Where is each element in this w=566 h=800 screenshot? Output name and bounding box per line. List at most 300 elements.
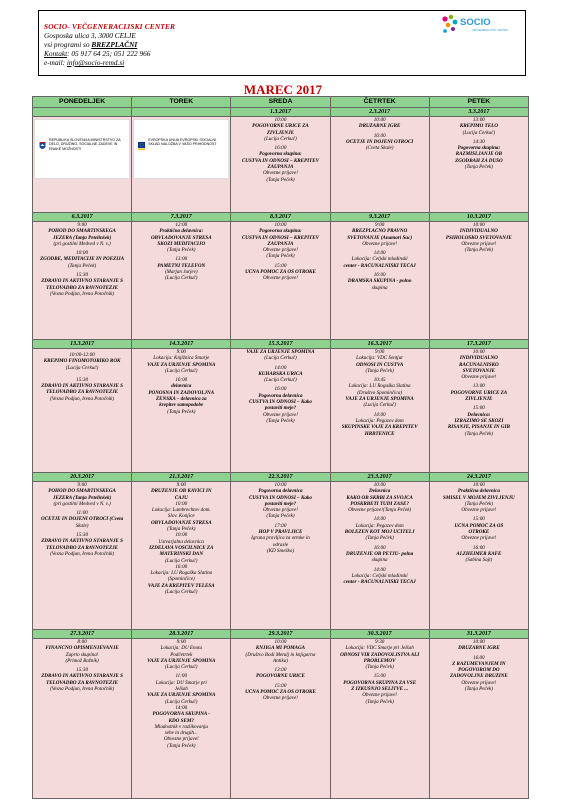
- event-title: KAKO OB SKRBI ZA SVOJCA: [346, 494, 413, 501]
- date-cell: 23.3.2017: [330, 473, 429, 482]
- email-link[interactable]: info@socio-remd.si: [66, 58, 125, 67]
- event-detail: 9:00: [374, 222, 385, 228]
- event-detail: 10:00: [472, 482, 485, 488]
- date-row: [33, 213, 529, 222]
- event-detail: 16:00: [175, 377, 188, 384]
- event-title: VAJE ZA KREPITEV TELESA: [147, 582, 215, 589]
- event-title: POHOD DO ŠMARTINSKEGA: [48, 228, 116, 235]
- event-title: INDIVIDUALNO: [459, 355, 498, 362]
- event-detail: (Sabina Sajt): [465, 557, 493, 564]
- event-detail: (Tanja Peček): [266, 253, 295, 260]
- event-title: ŽENSKA – delavnica za: [156, 396, 207, 403]
- event-detail: (Tanja Peček): [67, 262, 97, 269]
- event-detail: Lokacija: DU Enota: [160, 645, 203, 652]
- event-title: PAMETNI TELEFON: [157, 262, 206, 269]
- event-detail: (Tanja Peček): [266, 417, 295, 424]
- date-cell: 14.3.2017: [132, 340, 231, 349]
- event-detail: (pri gostilni Medved v N. v.): [53, 500, 111, 507]
- event-title: PROBLEMOV: [363, 657, 396, 664]
- event-title: Praktična delavnica: [457, 488, 500, 495]
- event-detail: (Lucija Čerkuč): [165, 664, 198, 671]
- logo-caption: REPUBLIKA SLOVENIJA MINISTRSTVO ZA DELO, DRUŽINO, SOCIALNE ZADEVE IN ENAKE MOŽNOSTI: [49, 138, 121, 151]
- date-cell: 21.3.2017: [132, 473, 231, 482]
- event-detail: 15:30: [76, 667, 89, 674]
- day-cell: [330, 117, 429, 213]
- event-title: Delavnica:: [467, 411, 491, 418]
- event-detail: (Tanja Peček): [464, 686, 493, 693]
- day-cell: [429, 349, 528, 473]
- event-detail: (Cveta Skale): [365, 145, 394, 152]
- event-detail: Lokacija: DU Šmarje pri: [155, 679, 207, 686]
- weekday-header-row: [33, 97, 529, 108]
- event-title: IZDELAVA VOŠČILNICE ZA: [149, 544, 214, 551]
- event-detail: Lokacija: Celjski mladinski: [351, 572, 408, 579]
- event-detail: 9:30: [374, 639, 385, 645]
- weekday-header: ČETRTEK: [330, 97, 429, 108]
- event-title: ZDRAVO IN AKTIVNO STARANJE S: [41, 383, 123, 390]
- date-cell: 7.3.2017: [132, 213, 231, 222]
- event-detail: Obvezne prijave!: [263, 170, 298, 177]
- event-title: ALZHEIMER KAFE: [456, 550, 502, 557]
- event-title: VAJE ZA URJENJE SPOMINA: [147, 692, 216, 699]
- day-cell: [330, 482, 429, 630]
- event-title: UČNA POMOČ ZA OŠ: [454, 522, 504, 529]
- event-detail: 16:00: [373, 132, 386, 139]
- day-cell: [33, 482, 132, 630]
- event-detail: (Lucija Čerkuč): [165, 698, 198, 705]
- event-title: Pogovorna skupina:: [259, 151, 302, 158]
- center-address: Gosposka ulica 3, 3000 CELJE: [44, 31, 136, 40]
- day-cell: [429, 482, 528, 630]
- event-detail: 14:00: [274, 364, 287, 371]
- event-detail: Ustvarjalna delavnica: [158, 538, 204, 545]
- event-detail: (Tanja Peček): [167, 742, 196, 749]
- event-detail: odrasle: [272, 541, 289, 548]
- event-detail: Antika): [272, 657, 288, 664]
- event-title: DRUŽENJE OB KAVICI IN: [150, 488, 212, 495]
- event-detail: Zaprto skupina!: [65, 651, 99, 658]
- event-title: center - RAČUNALNIŠKI TEČAJ: [343, 262, 416, 269]
- event-title: ŽIVLJENJE: [266, 129, 295, 136]
- weekday-header: PONEDELJEK: [33, 97, 132, 108]
- event-detail: Obvezne prijave!: [263, 247, 298, 254]
- event-detail: 16:00: [274, 386, 287, 393]
- event-title: postaviti meje?: [264, 405, 297, 412]
- event-title: Delavnica: [369, 488, 391, 495]
- event-title: ZAUPANJA: [267, 164, 294, 171]
- event-title: RAČUNALNIŠKO: [459, 361, 499, 368]
- eu-logo: [133, 119, 229, 179]
- event-detail: Obvezne prijave!: [263, 411, 298, 418]
- event-title: ODNOSI IN ČUSTVA: [356, 361, 404, 368]
- date-cell: [33, 108, 132, 117]
- event-detail: (Tanja Peček): [167, 526, 196, 533]
- event-title: POGOVORNA SKUPINA -: [152, 711, 211, 718]
- event-detail: Obvezne prijave!: [461, 679, 497, 686]
- event-detail: 13:00: [472, 117, 485, 123]
- event-detail: (Lucija Čerkuč): [264, 355, 297, 362]
- event-title: delavnica: [171, 383, 192, 390]
- event-title: ČUSTVA IN ODNOSI – Kako: [248, 494, 312, 501]
- event-detail: 15:00: [373, 673, 386, 680]
- event-detail: Obvezne prijave!(Tanja Peček): [348, 507, 412, 514]
- event-detail: (Tanja Peček): [464, 247, 493, 254]
- day-cell: [33, 349, 132, 473]
- event-detail: 9:00: [374, 349, 385, 355]
- event-detail: (Tanja Peček): [365, 367, 394, 374]
- event-title: ZAUPANJA: [267, 240, 294, 247]
- event-detail: (pri gostilni Medved v N. v.): [53, 240, 111, 247]
- day-cell: [330, 222, 429, 340]
- event-detail: 15:00: [472, 516, 485, 523]
- event-title: OBVLADOVANJE STRESA: [150, 234, 212, 241]
- logo-text: SOCIO: [460, 17, 491, 28]
- event-detail: 15:00: [472, 405, 485, 412]
- event-detail: Jelšah: [174, 686, 188, 693]
- date-row: [33, 340, 529, 349]
- date-cell: 15.3.2017: [231, 340, 330, 349]
- event-title: UČNA POMOČ ZA OŠ OTROKE: [245, 689, 316, 696]
- event-title: Z IZKUŠNJO SELITVE ...: [351, 686, 409, 693]
- event-title: ZDRAVO IN AKTIVNO STARANJE S: [41, 538, 123, 545]
- event-detail: 16:00: [373, 544, 386, 551]
- event-detail: 14:00: [175, 704, 188, 711]
- programs-free: BREZPLAČNI: [91, 40, 138, 49]
- weekday-header: SREDA: [231, 97, 330, 108]
- contact-line: [44, 49, 150, 58]
- event-detail: 15:30: [76, 532, 89, 539]
- event-title: Praktična delavnica:: [159, 228, 204, 235]
- event-title: PSIHOLOŠKO SVETOVANJE: [445, 234, 512, 241]
- event-title: HRBTENICE: [364, 430, 395, 437]
- event-detail: 10:00: [175, 532, 188, 539]
- date-cell: 13.3.2017: [33, 340, 132, 349]
- event-detail: (Tanja Peček): [365, 698, 394, 705]
- event-detail: 13:00: [274, 667, 287, 674]
- event-title: POGOVORNE URICE ZA: [252, 123, 309, 130]
- event-detail: 16.00: [473, 654, 485, 661]
- event-title: Pogovorna delavnica: [258, 488, 303, 495]
- event-detail: Obvezne prijave!: [362, 692, 398, 699]
- event-detail: 14:30: [472, 138, 485, 145]
- event-detail: 15:00: [274, 262, 287, 269]
- event-title: VAJE ZA URJENJE SPOMINA: [246, 349, 315, 355]
- event-detail: Mladostnik v razlikovanju: [154, 723, 208, 730]
- date-cell: 17.3.2017: [429, 340, 528, 349]
- event-title: SMISEL V MOJEM ŽIVLJENJU: [442, 494, 515, 501]
- center-title: SOCIO- VEČGENERACIJSKI CENTER: [44, 22, 176, 31]
- email-label: e-mail:: [44, 58, 67, 67]
- event-title: POGOVORNE URICE: [256, 673, 305, 680]
- event-title: Pogovorna delavnica: [258, 392, 303, 399]
- event-detail: Lokacija: Knjižnica Šmarje: [153, 355, 210, 362]
- event-title: SVETOVANJE (Anamari Šuc): [347, 234, 413, 241]
- event-detail: 12:00: [175, 222, 188, 228]
- programs-prefix: vsi programi so: [44, 40, 92, 49]
- event-title: ČUSTVA IN ODNOSI – KREPITEV: [241, 157, 320, 164]
- event-title: krepitev samopodobe: [159, 402, 204, 409]
- event-detail: Obvezne prijave!: [461, 374, 497, 381]
- event-detail: Slov. Konjice: [167, 513, 195, 520]
- date-cell: 29.3.2017: [231, 630, 330, 639]
- event-detail: (Vesna Podjun, Irena Potočnik): [50, 686, 115, 693]
- event-detail: (Tanja Peček): [167, 247, 196, 254]
- event-detail: 14:00: [373, 250, 386, 257]
- event-detail: 10:00: [274, 639, 287, 645]
- event-title: OTROKE: [468, 529, 490, 536]
- events-row: [33, 222, 529, 340]
- event-detail: Lokacija: Pegazov dom: [355, 522, 404, 529]
- date-cell: 24.3.2017: [429, 473, 528, 482]
- event-detail: 15:00: [274, 682, 287, 689]
- contact-label: Kontakt: [44, 49, 68, 58]
- event-detail: 13:00: [472, 383, 485, 390]
- event-title: HOP V PRAVLJICE: [258, 529, 303, 536]
- event-detail: 13:00: [175, 256, 188, 263]
- event-detail: (Lucija Čerkuč): [165, 367, 198, 374]
- event-detail: 14:00: [373, 516, 386, 523]
- event-title: SVETOVANJE: [462, 367, 496, 374]
- event-detail: 14:00: [373, 566, 386, 573]
- event-title: JEZERA (Tanja Petelinšek): [52, 494, 112, 501]
- event-detail: 8:00: [77, 639, 87, 645]
- date-cell: 8.3.2017: [231, 213, 330, 222]
- event-title: JEZERA (Tanja Petelinšek): [52, 234, 112, 241]
- event-detail: (Tanja Peček): [266, 176, 295, 183]
- event-title: ČUSTVA IN ODNOSI – Kako: [248, 399, 312, 406]
- event-detail: (Društvo Spominčica): [357, 389, 403, 396]
- day-cell: [330, 639, 429, 799]
- date-cell: 31.3.2017: [429, 630, 528, 639]
- event-title: VAJE ZA URJENJE SPOMINA: [147, 657, 216, 664]
- date-cell: 20.3.2017: [33, 473, 132, 482]
- day-cell: [231, 117, 330, 213]
- event-title: POGOVORNE URICE ZA: [450, 389, 508, 396]
- event-title: ČUSTVA IN ODNOSI – KREPITEV: [241, 234, 320, 241]
- event-title: RAZMIŠLJANJE OB: [455, 151, 503, 158]
- events-row: [33, 349, 529, 473]
- event-title: ČAJU: [174, 494, 188, 501]
- event-title: BOLEZEN KOT MOJ UČITELJ: [344, 529, 415, 536]
- event-detail: 16:00: [472, 544, 485, 551]
- event-detail: 15:30: [76, 376, 89, 383]
- event-detail: 10:00: [274, 117, 287, 123]
- event-title: MATERINSKI DAN: [159, 551, 204, 558]
- event-title: ZGODBE, MEDITACIJE IN POEZIJA: [40, 256, 125, 263]
- event-detail: (Lucija Čerkuč): [363, 402, 396, 409]
- event-detail: 9:00: [77, 222, 87, 228]
- event-detail: 10:00-12:00: [69, 352, 95, 358]
- event-detail: 11:00: [175, 673, 188, 680]
- event-title: FINANČNO OPISMENJEVANJE: [45, 645, 119, 652]
- event-detail: 10:00: [472, 349, 485, 355]
- event-detail: Obvezne prijave!: [263, 275, 298, 282]
- event-detail: (Lucija Čerkuč): [65, 364, 99, 371]
- event-detail: (Tanja Peček): [464, 500, 493, 507]
- weekday-header: TOREK: [132, 97, 231, 108]
- event-title: DRUŽABNE IGRE: [458, 645, 500, 652]
- event-title: OČETJE IN DOJENI OTROCI: [346, 138, 414, 145]
- event-detail: 10:00: [373, 117, 386, 123]
- event-detail: Obvezne prijave!: [461, 507, 497, 514]
- event-detail: 10:00: [373, 482, 386, 488]
- event-detail: Obvezne prijave!: [263, 695, 298, 702]
- event-title: ZDRAVO IN AKTIVNO STARANJE S: [41, 278, 123, 285]
- day-cell: [33, 117, 132, 213]
- day-cell: [33, 222, 132, 340]
- event-detail: 9:00: [176, 349, 186, 355]
- day-cell: [132, 482, 231, 630]
- event-detail: Lokacija: VDC Šentjur: [356, 355, 404, 362]
- day-cell: [429, 117, 528, 213]
- event-detail: (Lucija Čerkuč): [165, 589, 198, 596]
- socio-logo: [438, 13, 523, 37]
- event-detail: Podčetrtek: [170, 651, 193, 658]
- day-cell: [231, 482, 330, 630]
- event-title: ŽIVLJENJE: [465, 396, 493, 403]
- event-title: BREZPLAČNO PRAVNO: [352, 228, 408, 235]
- event-title: center - RAČUNALNIŠKI TEČAJ: [343, 579, 416, 586]
- event-detail: Lokacija: Pegazov dom: [355, 417, 404, 424]
- event-title: DRAMSKA SKUPINA - polno: [347, 278, 412, 285]
- day-cell: [132, 639, 231, 799]
- event-title: RISANJE, PISANJE IN GIB: [447, 424, 510, 431]
- event-detail: Lokacija: LU Rogaška Slatina: [348, 383, 411, 390]
- event-detail: Skale): [75, 522, 89, 529]
- event-detail: 10:00: [175, 500, 188, 507]
- event-title: SKOZI MEDITACIJO: [157, 240, 206, 247]
- event-title: KDO SEM?: [168, 717, 194, 724]
- event-title: ODNOSI VIR ZADOVOLJSTVA ALI: [340, 651, 420, 658]
- date-cell: 16.3.2017: [330, 340, 429, 349]
- event-detail: Lokacija: Celjski mladinski: [351, 256, 408, 263]
- event-detail: (Vesna Podjun, Irena Potočnik): [50, 290, 115, 297]
- event-detail: skupina: [371, 557, 388, 564]
- day-cell: [231, 639, 330, 799]
- event-title: POHOD DO ŠMARTINSKEGA: [48, 488, 116, 495]
- event-detail: (Tanja Peček): [464, 430, 493, 437]
- date-cell: 3.3.2017: [429, 108, 528, 117]
- date-row: [33, 630, 529, 639]
- logo-subtext: VEČGENERACIJSKI CENTER: [472, 29, 508, 32]
- date-row: [33, 473, 529, 482]
- event-title: UČNA POMOČ ZA OŠ OTROKE: [245, 269, 316, 276]
- date-row: [33, 108, 529, 117]
- event-detail: (Tanja Peček): [266, 513, 295, 520]
- event-detail: (Tanja Peček): [365, 535, 394, 542]
- event-detail: (Lucija Čerkuč): [264, 135, 297, 142]
- event-detail: 9:00: [176, 639, 186, 645]
- event-detail: (Marjan Jurjev): [164, 269, 198, 276]
- event-detail: Lokacija: VDC Šmarje pri Jelšah: [345, 645, 414, 652]
- event-detail: 10:00: [274, 482, 287, 488]
- event-title: TELOVADBO ZA RAVNOTEŽJE: [46, 544, 119, 551]
- events-row: [33, 639, 529, 799]
- calendar-table: [32, 96, 529, 799]
- event-detail: 11:00: [76, 510, 88, 517]
- event-detail: (Lucija Čerkuč): [165, 557, 198, 564]
- event-title: TELOVADBO ZA RAVNOTEŽJE: [46, 284, 119, 291]
- contact-numbers: : 05 917 64 25; 051 222 966: [67, 49, 151, 58]
- event-detail: Obvezne prijave!: [461, 240, 497, 247]
- event-detail: Obvezne prijave!: [163, 736, 199, 743]
- coat-of-arms-icon: [39, 140, 46, 152]
- event-title: KUHARSKA URICA: [258, 370, 303, 377]
- event-title: ZDRAVO IN AKTIVNO STARANJE S: [41, 673, 123, 680]
- event-title: OČETJE IN DOJENI OTROCI (Cveta: [41, 516, 124, 523]
- event-detail: sebe in drugih...: [164, 730, 198, 737]
- event-detail: (Tanja Peček): [365, 664, 394, 671]
- date-cell: 27.3.2017: [33, 630, 132, 639]
- date-cell: 2.3.2017: [330, 108, 429, 117]
- event-title: IZRAZIMO SE SKOZI: [454, 417, 504, 424]
- event-title: ZADOVOLJNE DRUŽINE: [449, 673, 508, 680]
- event-title: Pogovorna skupina:: [259, 228, 302, 235]
- programs-line: [44, 40, 137, 49]
- event-title: KNJIGA MI POMAGA: [255, 645, 306, 652]
- event-detail: (Lucija Čerkuč): [264, 377, 297, 384]
- events-row: [33, 117, 529, 213]
- date-cell: [132, 108, 231, 117]
- day-cell: [132, 117, 231, 213]
- logo-caption: EVROPSKA UNIJA EVROPSKI SOCIALNI SKLAD NALOŽBA V VAŠO PRIHODNOST: [148, 138, 217, 147]
- event-title: KREPIMO FINOMOTORIKO ROK: [43, 358, 121, 365]
- event-title: TELOVADBO ZA RAVNOTEŽJE: [46, 679, 119, 686]
- date-cell: 30.3.2017: [330, 630, 429, 639]
- event-detail: 10:00: [76, 250, 89, 257]
- event-title: KREPIMO TELO: [459, 123, 498, 130]
- event-detail: Obvezne prijave!: [461, 535, 497, 542]
- event-detail: (Lucija Čerkuč): [462, 129, 496, 136]
- event-detail: 14:00: [373, 411, 386, 418]
- event-detail: 10:00: [472, 639, 485, 645]
- day-cell: [429, 639, 528, 799]
- events-row: [33, 482, 529, 630]
- date-cell: 1.3.2017: [231, 108, 330, 117]
- event-detail: (Tanja Peček): [464, 164, 493, 171]
- event-title: VAJE ZA URJENJE SPOMINA: [345, 396, 414, 403]
- day-cell: [231, 349, 330, 473]
- event-detail: 10:45: [373, 377, 386, 384]
- day-cell: [429, 222, 528, 340]
- date-cell: 28.3.2017: [132, 630, 231, 639]
- event-detail: 9:00: [176, 482, 186, 488]
- event-detail: Obvezne prijave!: [362, 240, 398, 247]
- event-title: POSKRBETI TUDI ZASE?: [350, 500, 409, 507]
- weekday-header: PETEK: [429, 97, 528, 108]
- event-title: TELOVADBO ZA RAVNOTEŽJE: [46, 389, 119, 396]
- day-cell: [132, 222, 231, 340]
- event-detail: Obvezne prijave!: [263, 507, 298, 514]
- event-title: DRUŽABNE IGRE: [358, 123, 401, 130]
- event-detail: Lokacija: LU Rogaška Slatina: [150, 570, 213, 577]
- event-detail: skupina: [371, 284, 388, 291]
- event-detail: (KD Smeško): [266, 547, 294, 554]
- event-title: ZGODBAH ZA DUŠO: [455, 157, 503, 164]
- event-detail: (Vesna Podjun, Irena Potočnik): [50, 395, 115, 402]
- event-title: VAJE ZA URJENJE SPOMINA: [147, 361, 216, 368]
- event-detail: 10:00: [472, 222, 485, 228]
- event-detail: 17:00: [274, 522, 287, 529]
- event-detail: (Lucija Čerkuč): [165, 275, 198, 282]
- event-title: INDIVIDUALNO: [459, 228, 498, 235]
- event-detail: (Spominčice): [167, 576, 195, 583]
- date-cell: 22.3.2017: [231, 473, 330, 482]
- event-detail: 16:00: [175, 563, 188, 570]
- event-title: postaviti meje?: [264, 500, 297, 507]
- ministry-logo: [34, 119, 130, 179]
- event-title: Z RAZUMEVANJEM IN: [452, 660, 506, 667]
